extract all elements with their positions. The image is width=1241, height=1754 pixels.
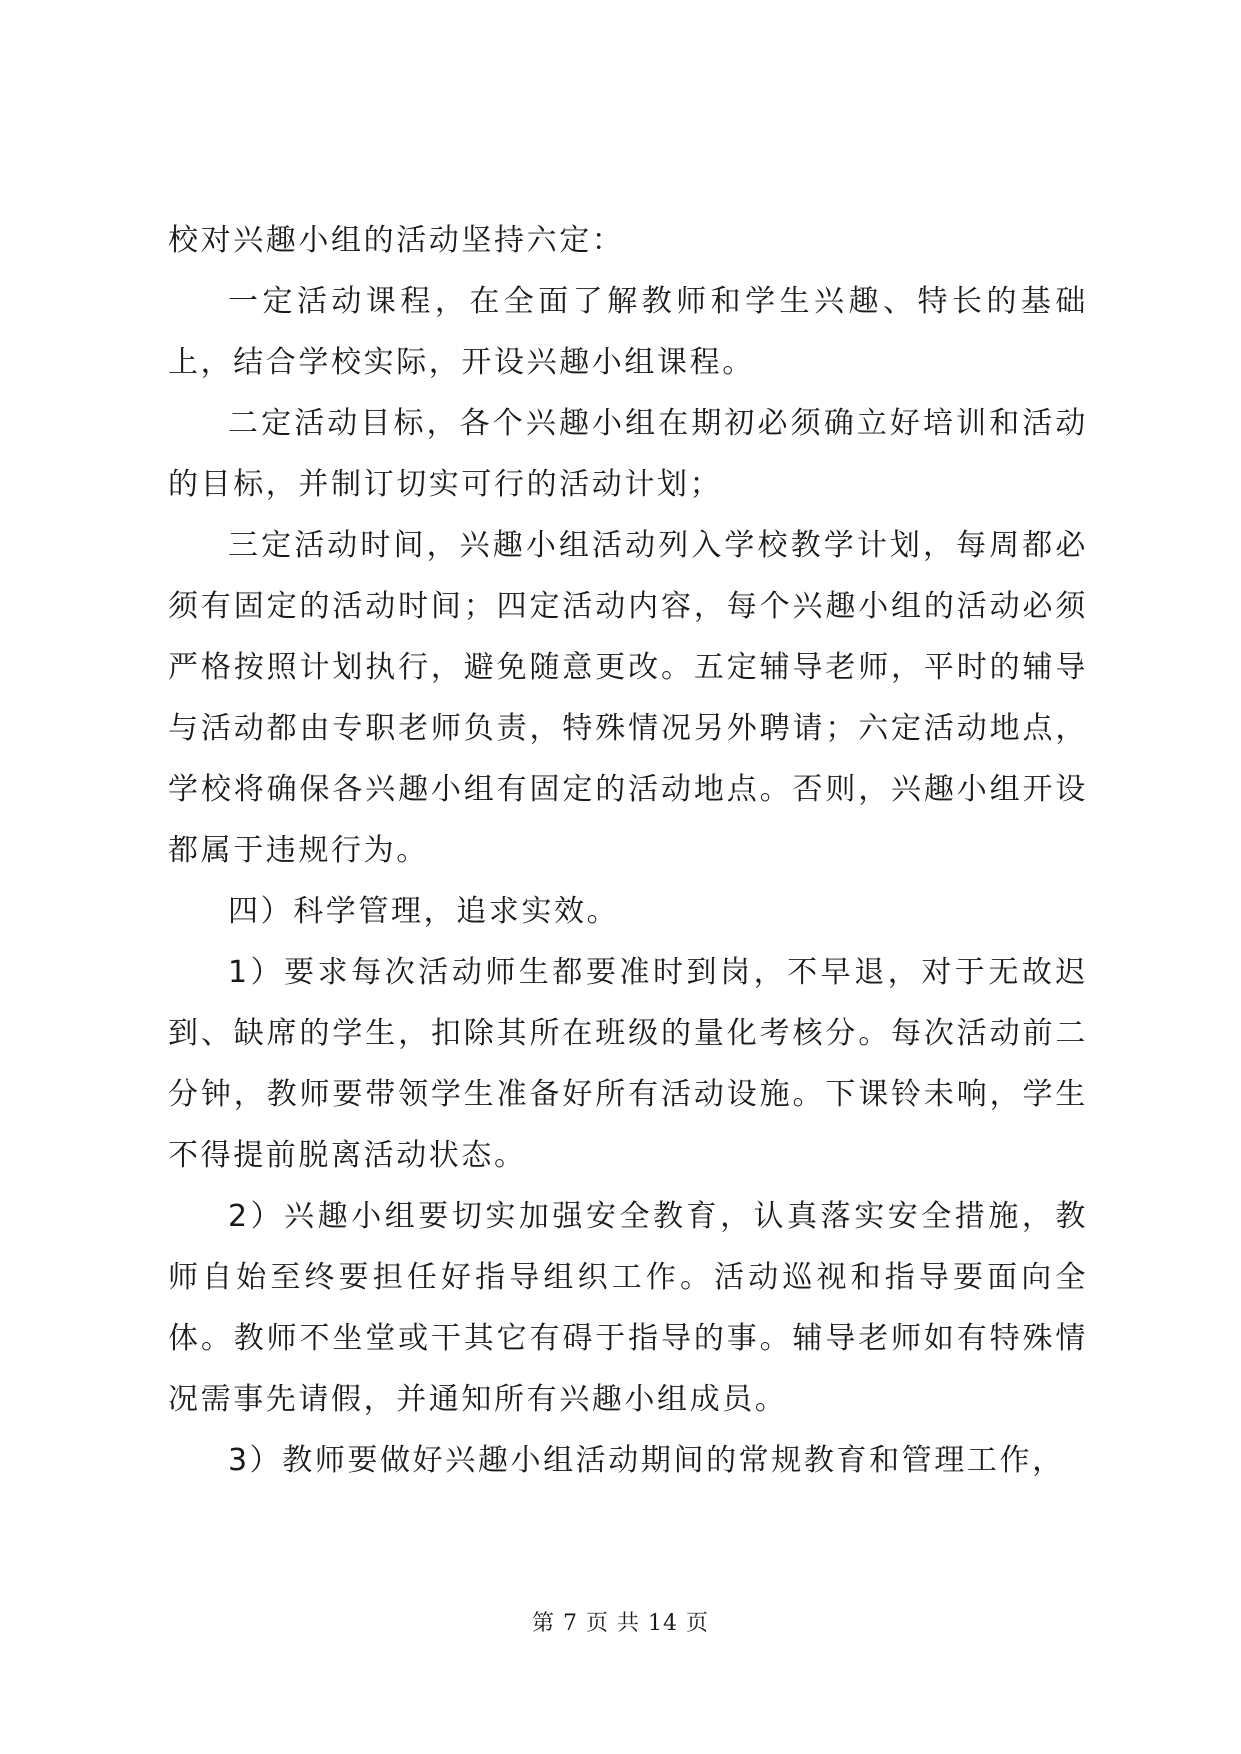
paragraph-5: 四）科学管理，追求实效。 [228,894,620,929]
paragraph-6: 1）要求每次活动师生都要准时到岗，不早退，对于无故迟到、缺席的学生，扣除其所在班级的量化考核分。每次活动前二分钟，教师要带领学生准备好所有活动设施。下课铃未响，学生不得提前脱离活动状态。 [168,955,1088,1173]
paragraph-7: 2）兴趣小组要切实加强安全教育，认真落实安全措施，教师自始至终要担任好指导组织工作。活动巡视和指导要面向全体。教师不坐堂或干其它有碍于指导的事。辅导老师如有特殊情况需事先请假，并通知所有兴趣小组成员。 [168,1199,1088,1417]
paragraph-3: 二定活动目标，各个兴趣小组在期初必须确立好培训和活动的目标，并制订切实可行的活动计划； [168,406,1088,502]
paragraph-4: 三定活动时间，兴趣小组活动列入学校教学计划，每周都必须有固定的活动时间；四定活动内容，每个兴趣小组的活动必须严格按照计划执行，避免随意更改。五定辅导老师，平时的辅导与活动都由专职老师负责，特殊情况另外聘请；六定活动地点，学校将确保各兴趣小组有固定的活动地点。否则，兴趣小组开设都属于违规行为。 [168,528,1088,868]
paragraph-8: 3）教师要做好兴趣小组活动期间的常规教育和管理工作， [228,1443,1065,1478]
document-body [168,210,1088,1491]
paragraph-1: 校对兴趣小组的活动坚持六定： [168,223,625,258]
paragraph-2: 一定活动课程，在全面了解教师和学生兴趣、特长的基础上，结合学校实际，开设兴趣小组课程。 [168,284,1088,380]
page-number-footer: 第 7 页 共 14 页 [532,1611,709,1636]
